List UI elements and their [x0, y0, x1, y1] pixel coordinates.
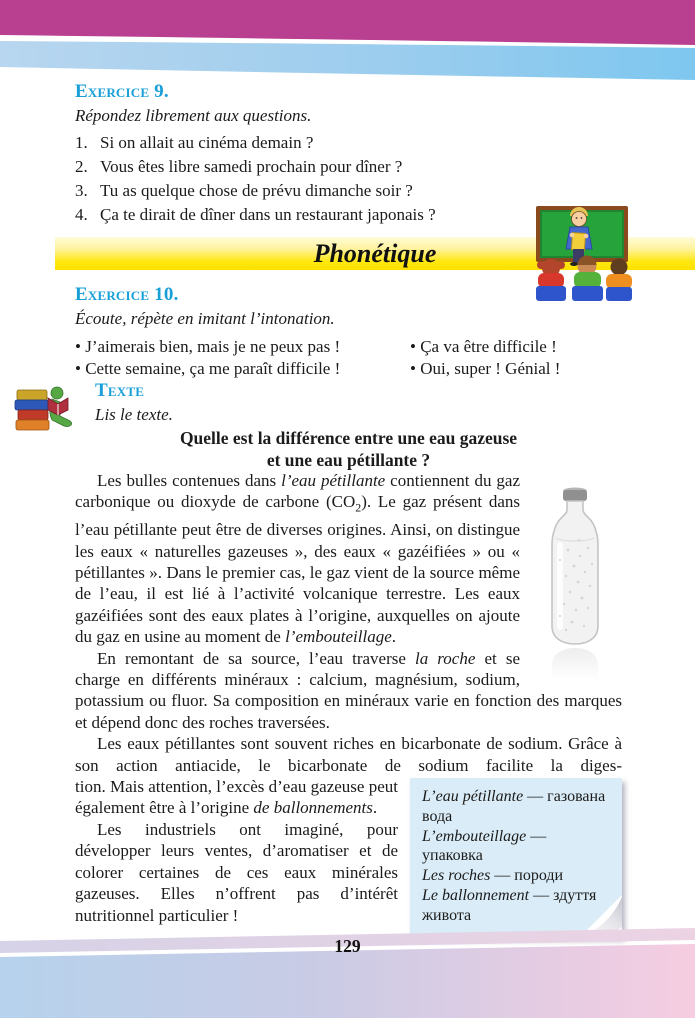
paragraph-text: Les eaux pétillantes sont souvent riches en bicarbonate de sodium. Grâce à son action antiacide, le bicarbonate de sodium facilite la diges- [75, 734, 622, 775]
vocab-entry: L’embouteillage — упаковка [422, 827, 547, 865]
question-text: Vous êtes libre samedi prochain pour dîner ? [100, 157, 403, 176]
paragraph-text: Les bulles contenues dans l’eau pétillante contiennent du gaz carbonique ou dioxyde de carbone $(CO_2)$. Le gaz présent dans l’eau pétillante peut être de diverses origines. Ainsi, on distingue les eaux « naturelles gazeuses », des eaux « gazéifiées » ou « pétillantes ». Dans le premier cas, le gaz vient de la source même de l’eau, il est lié à l’activité volcanique terrestre. Les eaux gazéifiées sont des eaux plates à l’origine, auxquelles on ajoute du gaz en usine au moment de l’embouteillage. [75, 471, 520, 647]
question-item [75, 131, 622, 155]
article-title [75, 427, 622, 471]
paragraph [75, 470, 622, 648]
bottle-image-float [530, 470, 622, 684]
texte-section-header [95, 379, 173, 426]
question-number: 1. [75, 133, 88, 152]
question-text: Si on allait au cinéma demain ? [100, 133, 314, 152]
question-number: 4. [75, 205, 88, 224]
paragraph-text: Les industriels ont imaginé, pour développer leurs ventes, d’aromatiser et de colorer certaines de ces eaux minérales gazeuses. Elles n’offrent pas d’intérêt nutritionnel particulier ! [75, 819, 398, 925]
paragraph-text: En remontant de sa source, l’eau traverse la roche et se charge en différents minéraux : calcium, magnésium, sodium, potassium ou fluor. Sa composition en minéraux varie en fonction des marques et dépend donc des roches traversées. [75, 648, 622, 732]
vocab-entry: Le ballonnement — здуття живота [422, 887, 597, 924]
sparkling-water-bottle-image [530, 480, 620, 680]
phrase-item: • Oui, super ! Génial ! [410, 358, 622, 380]
question-item [75, 179, 622, 203]
top-decoration [0, 0, 695, 85]
phonetique-banner-label: Phonétique [313, 239, 437, 268]
texte-instruction: Lis le texte. [95, 405, 173, 424]
vocab-entry: L’eau pétillante — газована вода [422, 788, 606, 825]
phrase-item: • Cette semaine, ça me paraît difficile ! [75, 358, 410, 380]
question-text: Ça te dirait de dîner dans un restaurant japonais ? [100, 205, 436, 224]
exercise-10-heading: Exercice 10. [75, 284, 179, 305]
phrase-columns [75, 336, 622, 380]
phrase-item: • J’aimerais bien, mais je ne peux pas ! [75, 336, 410, 358]
vocabulary-box [410, 778, 622, 937]
reading-books-icon [14, 376, 80, 436]
exercise-10-instruction: Écoute, répète en imitant l’intonation. [75, 309, 335, 328]
phrase-column-left [75, 336, 410, 380]
question-text: Tu as quelque chose de prévu dimanche soir ? [100, 181, 413, 200]
exercise-9-instruction: Répondez librement aux questions. [75, 106, 312, 125]
article-title-line: Quelle est la différence entre une eau gazeuse [179, 428, 518, 448]
question-number: 2. [75, 157, 88, 176]
vocab-entry: Les roches — породи [422, 867, 564, 885]
texte-heading: Texte [95, 380, 145, 401]
question-number: 3. [75, 181, 88, 200]
article-body [75, 470, 622, 943]
classroom-teacher-blackboard-icon [480, 202, 632, 304]
question-item [75, 155, 622, 179]
phrase-column-right [410, 336, 622, 380]
phrase-item: • Ça va être difficile ! [410, 336, 622, 358]
paragraph [75, 733, 622, 776]
exercise-9-heading: Exercice 9. [75, 81, 169, 102]
paragraph-text: tion. Mais attention, l’excès d’eau gazeuse peut également être à l’origine de ballonnements. [75, 777, 398, 818]
page-number: 129 [334, 936, 361, 956]
article-title-line: et une eau pétillante ? [266, 450, 431, 470]
